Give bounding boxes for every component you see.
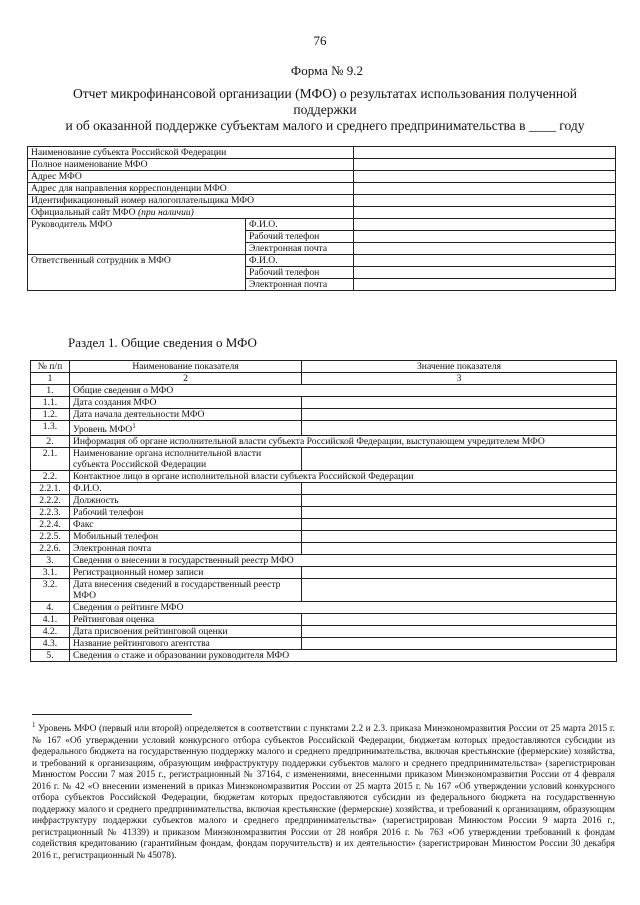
row-number: 1.	[31, 385, 70, 397]
responsible-label: Ответственный сотрудник в МФО	[28, 255, 246, 291]
row-name-text: Уровень МФО	[73, 424, 133, 436]
table-row	[31, 409, 617, 421]
row-value-cell[interactable]	[302, 519, 617, 531]
form-number: Форма № 9.2	[290, 63, 364, 78]
row-name	[70, 531, 302, 543]
info-row	[28, 183, 616, 195]
row-value-cell[interactable]	[302, 626, 617, 638]
info-value-cell[interactable]	[354, 159, 616, 171]
table-row	[31, 626, 617, 638]
sub-field-label: Рабочий телефон	[246, 267, 354, 279]
head-row	[28, 219, 616, 231]
table-row	[31, 638, 617, 650]
row-number: 2.2.3.	[31, 507, 70, 519]
row-number: 2.1.	[31, 448, 70, 471]
row-name	[70, 409, 302, 421]
row-number: 2.2.5.	[31, 531, 70, 543]
row-number: 1.2.	[31, 409, 70, 421]
row-name-text: Электронная почта	[73, 543, 152, 555]
row-value-cell[interactable]	[302, 448, 617, 471]
row-name-text: Ф.И.О.	[73, 483, 102, 495]
info-label: Адрес МФО	[28, 171, 354, 183]
row-name	[70, 436, 617, 448]
row-value-cell[interactable]	[302, 638, 617, 650]
info-value-cell[interactable]	[354, 195, 616, 207]
row-number: 4.1.	[31, 614, 70, 626]
info-value-cell[interactable]	[354, 255, 616, 267]
page-number: 76	[313, 33, 327, 48]
table-row	[31, 436, 617, 448]
row-name	[70, 638, 302, 650]
info-value-cell[interactable]	[354, 219, 616, 231]
report-title	[45, 86, 605, 134]
table-row	[31, 543, 617, 555]
row-number: 2.	[31, 436, 70, 448]
row-name-text: Контактное лицо в органе исполнительной власти субъекта Российской Федерации	[73, 471, 414, 483]
info-value-cell[interactable]	[354, 171, 616, 183]
footnote-divider	[32, 714, 192, 715]
info-value-cell[interactable]	[354, 267, 616, 279]
info-value-cell[interactable]	[354, 147, 616, 159]
row-name	[70, 555, 617, 567]
row-number: 4.2.	[31, 626, 70, 638]
row-number: 2.2.6.	[31, 543, 70, 555]
row-value-cell[interactable]	[302, 421, 617, 436]
row-number: 2.2.1.	[31, 483, 70, 495]
row-name	[70, 421, 302, 436]
row-name	[70, 579, 302, 602]
row-name	[70, 471, 617, 483]
row-name-text: Информация об органе исполнительной власти субъекта Российской Федерации, выступающем учредителем МФО	[73, 436, 545, 448]
row-value-cell[interactable]	[302, 531, 617, 543]
row-number: 3.2.	[31, 579, 70, 602]
table-row	[31, 579, 617, 602]
table-row	[31, 385, 617, 397]
info-row	[28, 171, 616, 183]
header-row	[31, 361, 617, 373]
row-name-text: Наименование органа исполнительной власти субъекта Российской Федерации	[73, 448, 262, 471]
sub-field-label: Электронная почта	[246, 243, 354, 255]
table-row	[31, 602, 617, 614]
row-name	[70, 448, 302, 471]
footnote-marker: 1	[32, 721, 36, 729]
sub-field-label: Рабочий телефон	[246, 231, 354, 243]
row-name-text: Рейтинговая оценка	[73, 614, 155, 626]
info-row	[28, 147, 616, 159]
row-name	[70, 507, 302, 519]
table-row	[31, 495, 617, 507]
row-name-text: Мобильный телефон	[73, 531, 159, 543]
row-name	[70, 483, 302, 495]
row-name	[70, 626, 302, 638]
row-name-text: Факс	[73, 519, 94, 531]
row-name-text: Регистрационный номер записи	[73, 567, 204, 579]
row-value-cell[interactable]	[302, 397, 617, 409]
info-row	[28, 195, 616, 207]
info-label: Наименование субъекта Российской Федерации	[28, 147, 354, 159]
table-row	[31, 471, 617, 483]
row-name-text: Общие сведения о МФО	[73, 385, 174, 396]
row-name-text: Сведения о стаже и образовании руководителя МФО	[73, 650, 290, 662]
website-note: (при наличии)	[137, 207, 194, 218]
row-name-text: Дата присвоения рейтинговой оценки	[73, 626, 228, 638]
table-row	[31, 483, 617, 495]
table-row	[31, 531, 617, 543]
info-value-cell[interactable]	[354, 207, 616, 219]
info-value-cell[interactable]	[354, 231, 616, 243]
row-value-cell[interactable]	[302, 483, 617, 495]
row-name-text: Должность	[73, 495, 119, 507]
row-number: 5.	[31, 650, 70, 662]
info-value-cell[interactable]	[354, 279, 616, 291]
row-value-cell[interactable]	[302, 543, 617, 555]
row-number: 2.2.4.	[31, 519, 70, 531]
table-row	[31, 555, 617, 567]
row-value-cell[interactable]	[302, 614, 617, 626]
column-number: 1	[31, 373, 70, 385]
row-name	[70, 397, 302, 409]
info-label: Полное наименование МФО	[28, 159, 354, 171]
row-name	[70, 495, 302, 507]
row-name	[70, 614, 302, 626]
row-number: 3.1.	[31, 567, 70, 579]
footnote-ref: 1	[132, 422, 136, 430]
header-num: № п/п	[31, 361, 70, 373]
footnote-text: Уровень МФО (первый или второй) определяется в соответствии с пунктами 2.2 и 2.3. приказа Минэкономразвития России от 25 марта 2015 г. № 167 «Об утверждении условий конкурсного отбора субъектов Российской Федерации, бюджетам которых предоставляются субсидии из федерального бюджета на государственную поддержку малого и среднего предпринимательства, включая крестьянские (фермерские) хозяйства, и требований к организациям, образующим инфраструктуру поддержки субъектов малого и среднего предпринимательства» (зарегистрирован Минюстом России 7 мая 2015 г., регистрационный № 37164, с изменениями, внесенными приказом Минэкономразвития России от 4 февраля 2016 г. № 42 «О внесении изменений в приказ Минэкономразвития России от 25 марта 2015 г. № 167 «Об утверждении условий конкурсного отбора субъектов Российской Федерации, бюджетам которых предоставляются субсидии из федерального бюджета на государственную поддержку малого и среднего предпринимательства, включая крестьянские (фермерские) хозяйства, и требований к организациям, образующим инфраструктуру поддержки субъектов малого и среднего предпринимательства» (зарегистрирован Минюстом России 9 марта 2016 г., регистрационный № 41339) и приказом Минэкономразвития России от 28 ноября 2016 г. № 763 «Об утверждении требований к фондам содействия кредитованию (гарантийным фондам, фондам поручительств) и их деятельности» (зарегистрирован Минюстом России 30 декабря 2016 г., регистрационный № 45078).	[32, 724, 616, 861]
row-name	[70, 567, 302, 579]
header-value: Значение показателя	[302, 361, 617, 373]
row-number: 3.	[31, 555, 70, 567]
row-name-text: Рабочий телефон	[73, 507, 144, 519]
row-value-cell[interactable]	[302, 495, 617, 507]
section-title: Раздел 1. Общие сведения о МФО	[68, 335, 257, 350]
row-number: 2.2.	[31, 471, 70, 483]
row-name	[70, 602, 617, 614]
row-value-cell[interactable]	[302, 507, 617, 519]
row-name	[70, 385, 617, 397]
column-number: 3	[302, 373, 617, 385]
table-row	[31, 614, 617, 626]
info-row	[28, 207, 616, 219]
table-row	[31, 448, 617, 471]
sub-field-label: Ф.И.О.	[246, 219, 354, 231]
row-number: 1.1.	[31, 397, 70, 409]
row-value-cell[interactable]	[302, 567, 617, 579]
table-row	[31, 507, 617, 519]
column-number-row	[31, 373, 617, 385]
responsible-row	[28, 255, 616, 267]
row-name-text: Дата внесения сведений в государственный реестр МФО	[73, 579, 281, 602]
row-number: 4.3.	[31, 638, 70, 650]
row-number: 4.	[31, 602, 70, 614]
row-number: 2.2.2.	[31, 495, 70, 507]
info-value-cell[interactable]	[354, 183, 616, 195]
info-row	[28, 159, 616, 171]
report-title-line-2: и об оказанной поддержке субъектам малого и среднего предпринимательства в ____ году	[65, 118, 585, 133]
row-value-cell[interactable]	[302, 579, 617, 602]
row-name	[70, 519, 302, 531]
indicators-table	[30, 360, 617, 662]
footnote	[32, 720, 615, 862]
mfo-info-table	[27, 146, 616, 291]
table-row	[31, 519, 617, 531]
sub-field-label: Электронная почта	[246, 279, 354, 291]
info-label-website	[28, 207, 354, 219]
head-label: Руководитель МФО	[28, 219, 246, 255]
row-name	[70, 543, 302, 555]
column-number: 2	[70, 373, 302, 385]
row-name-text: Сведения о внесении в государственный реестр МФО	[73, 555, 294, 567]
table-row	[31, 567, 617, 579]
info-label: Идентификационный номер налогоплательщика МФО	[28, 195, 354, 207]
sub-field-label: Ф.И.О.	[246, 255, 354, 267]
row-name-text: Дата начала деятельности МФО	[73, 409, 205, 420]
table-row	[31, 650, 617, 662]
report-title-line-1: Отчет микрофинансовой организации (МФО) о результатах использования полученной поддержки	[72, 86, 578, 117]
info-label: Адрес для направления корреспонденции МФО	[28, 183, 354, 195]
table-row	[31, 397, 617, 409]
header-name: Наименование показателя	[70, 361, 302, 373]
indicator-rows	[31, 385, 617, 662]
row-name-text: Название рейтингового агентства	[73, 638, 210, 650]
row-name-text: Сведения о рейтинге МФО	[73, 602, 184, 614]
table-row	[31, 421, 617, 436]
website-label: Официальный сайт МФО	[31, 207, 136, 218]
row-name-text: Дата создания МФО	[73, 397, 157, 408]
info-value-cell[interactable]	[354, 243, 616, 255]
row-value-cell[interactable]	[302, 409, 617, 421]
row-name	[70, 650, 617, 662]
row-number: 1.3.	[31, 421, 70, 436]
